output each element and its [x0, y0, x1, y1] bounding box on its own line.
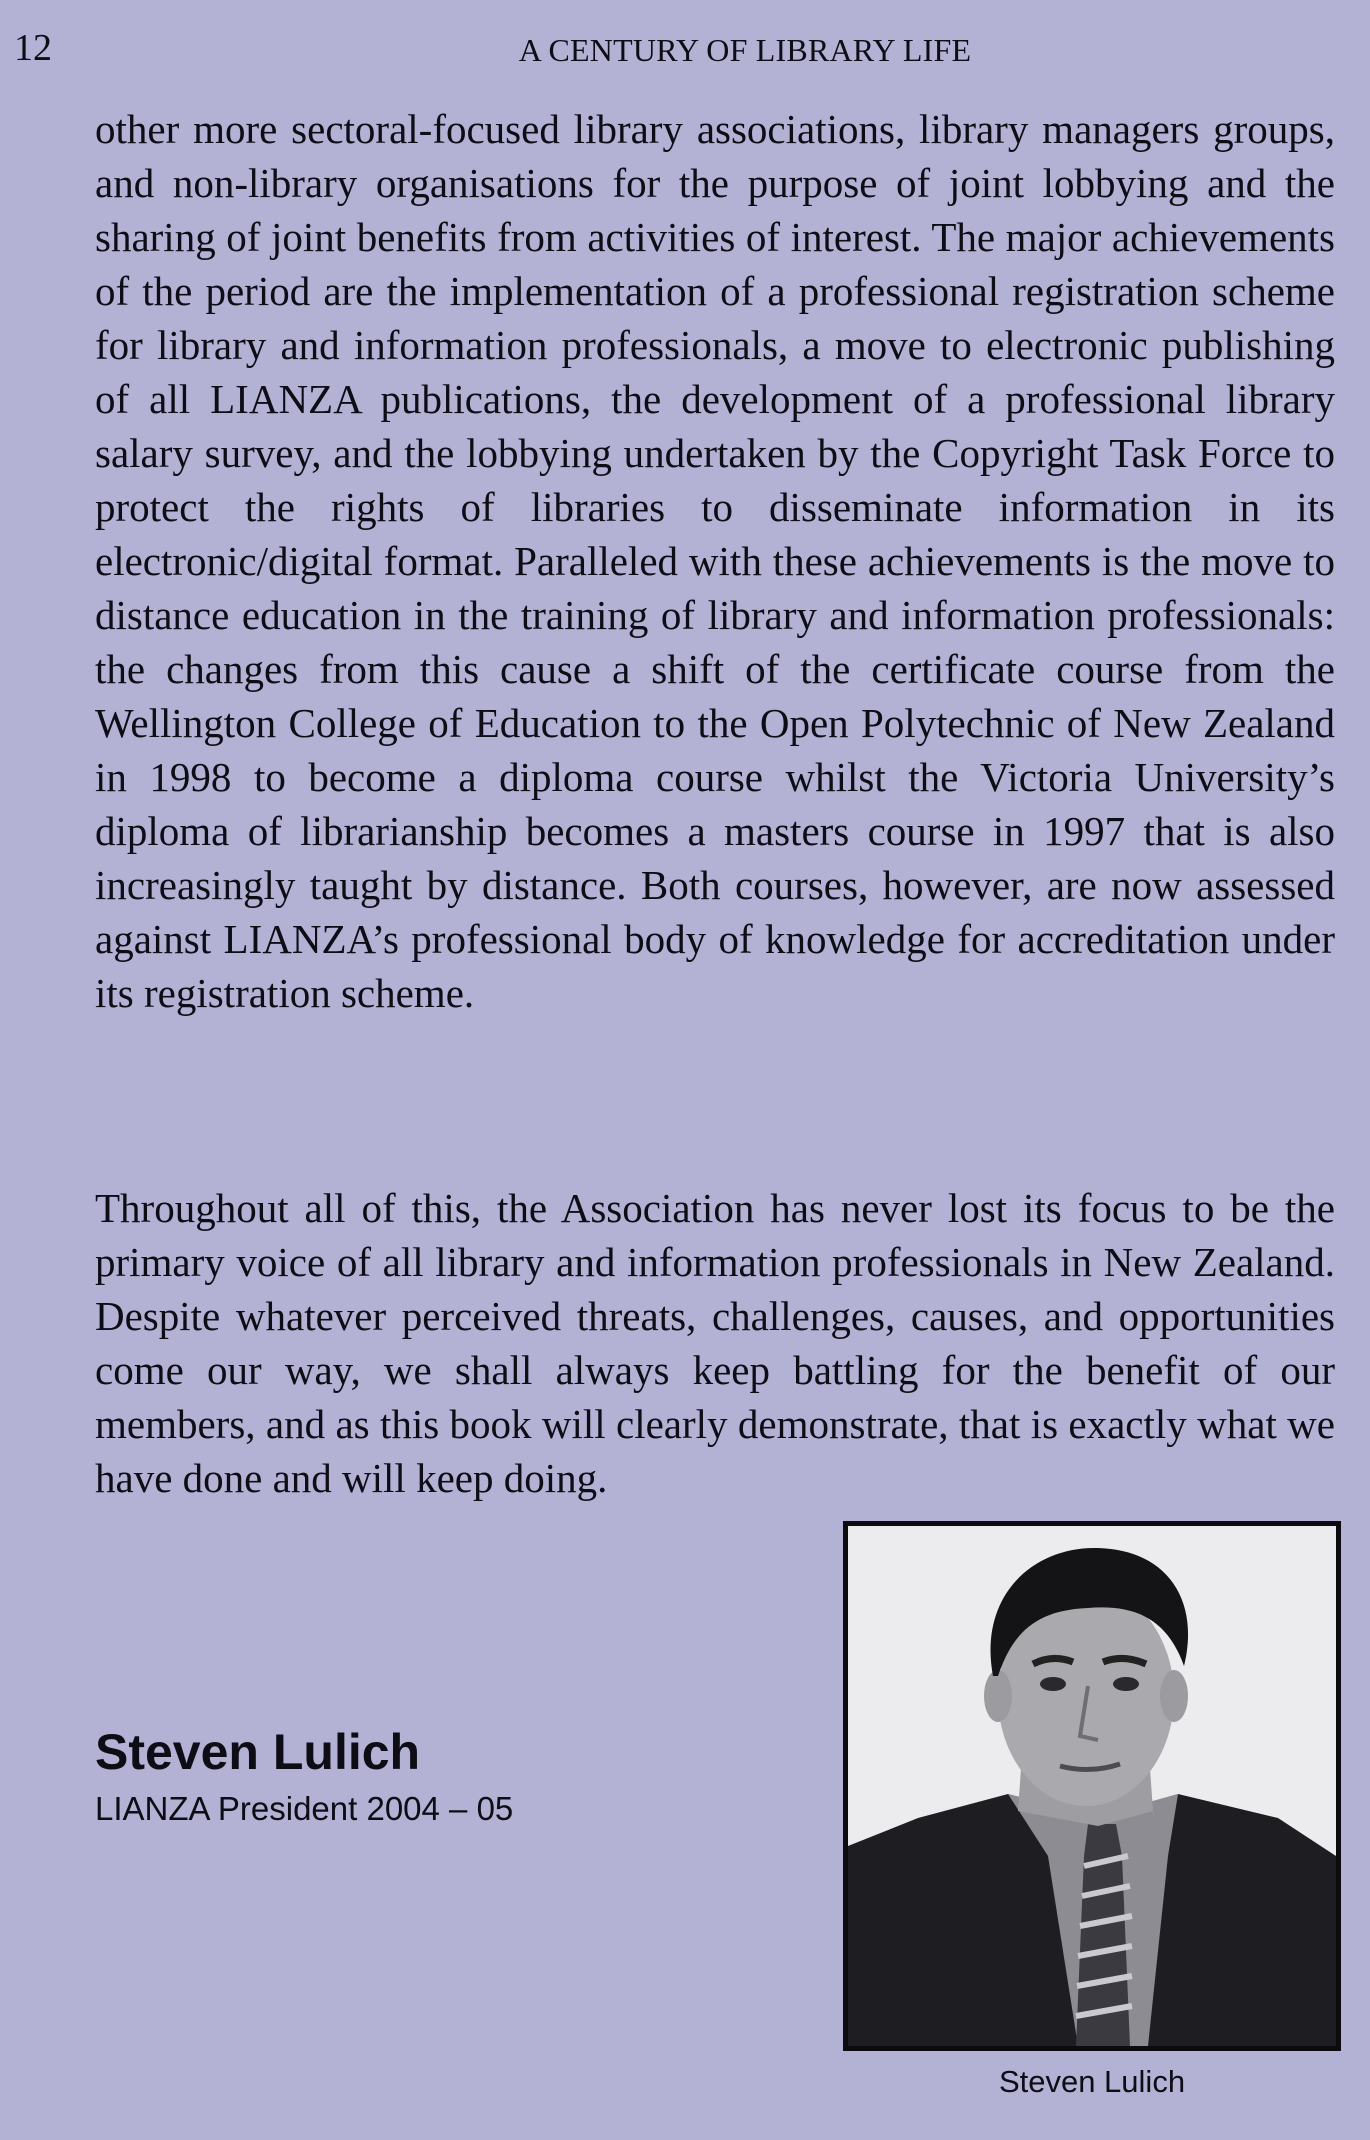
- page-number: 12: [14, 27, 52, 69]
- photo-caption: Steven Lulich: [998, 2064, 1186, 2099]
- portrait-photo: [843, 1521, 1341, 2051]
- body-paragraph-1: other more sectoral-focused library associations, library managers groups, and non-library organisations for the purpose of joint lobbying and the sharing of joint benefits from activities of interest. The major achievements of the period are the implementation of a professional registration scheme for library and information professionals, a move to electronic publishing of all LIANZA publications, the development of a professional library salary survey, and the lobbying undertaken by the Copyright Task Force to protect the rights of libraries to disseminate information in its electronic/digital format. Paralleled with these achievements is the move to distance education in the training of library and information professionals: the changes from this cause a shift of the certificate course from the Wellington College of Education to the Open Polytechnic of New Zealand in 1998 to become a diploma course whilst the Victoria University’s diploma of librarianship becomes a masters course in 1997 that is also increasingly taught by distance. Both courses, however, are now assessed against LIANZA’s professional body of knowledge for accreditation under its registration scheme.: [95, 106, 1335, 1016]
- signature-title: LIANZA President 2004 – 05: [95, 1790, 514, 1827]
- body-paragraph-2: Throughout all of this, the Association has never lost its focus to be the primary voice of all library and information professionals in New Zealand. Despite whatever perceived threats, challenges, causes, and opportunities come our way, we shall always keep battling for the benefit of our members, and as this book will clearly demonstrate, that is exactly what we have done and will keep doing.: [95, 1185, 1335, 1501]
- signature-name: Steven Lulich: [95, 1724, 421, 1780]
- running-header: A CENTURY OF LIBRARY LIFE: [518, 32, 972, 68]
- portrait-illustration: [848, 1526, 1336, 2046]
